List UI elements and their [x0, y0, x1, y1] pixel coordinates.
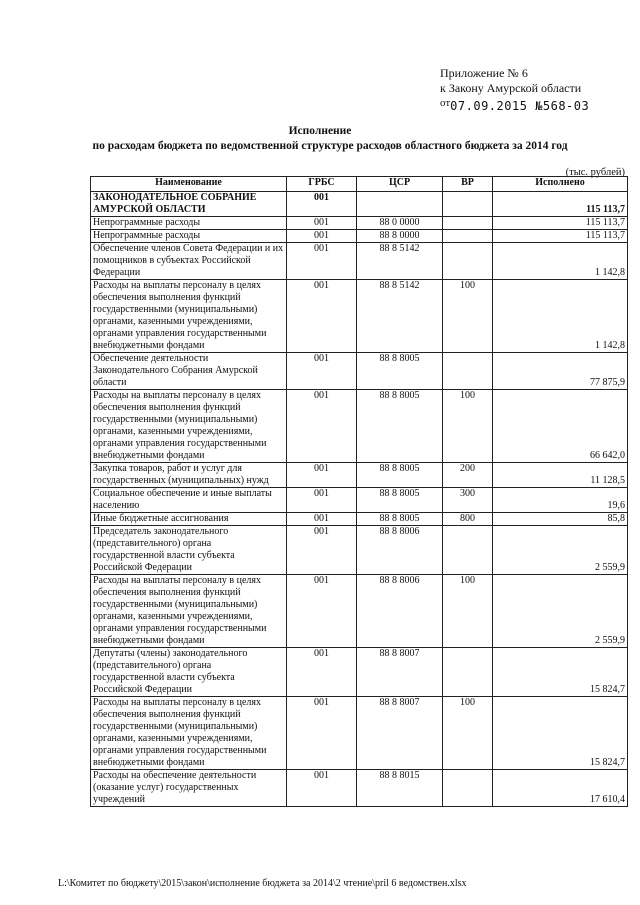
- cell-csr: 88 8 8005: [357, 463, 443, 488]
- cell-csr: 88 8 8006: [357, 526, 443, 575]
- table-header-row: [91, 177, 628, 192]
- cell-name: Председатель законодательного (представительного) органа государственной власти субъекта Российской Федерации: [91, 526, 287, 575]
- cell-name: Обеспечение членов Совета Федерации и их помощников в субъектах Российской Федерации: [91, 243, 287, 280]
- header-vr: ВР: [443, 177, 493, 192]
- cell-grbs: 001: [287, 488, 357, 513]
- cell-executed: 115 113,7: [493, 192, 628, 217]
- cell-grbs: 001: [287, 575, 357, 648]
- cell-name: Расходы на выплаты персоналу в целях обеспечения выполнения функций государственными (муниципальными) органами, казенными учреждениями, органами управления государственными внебюджетными фондами: [91, 697, 287, 770]
- cell-vr: [443, 770, 493, 807]
- cell-csr: 88 8 5142: [357, 280, 443, 353]
- document-subtitle: по расходам бюджета по ведомственной структуре расходов областного бюджета за 2014 год: [92, 140, 568, 152]
- cell-grbs: 001: [287, 697, 357, 770]
- cell-csr: 88 8 8007: [357, 697, 443, 770]
- cell-vr: [443, 526, 493, 575]
- cell-grbs: 001: [287, 280, 357, 353]
- cell-csr: 88 8 8005: [357, 390, 443, 463]
- cell-csr: [357, 192, 443, 217]
- cell-name: Непрограммные расходы: [91, 217, 287, 230]
- cell-name: Непрограммные расходы: [91, 230, 287, 243]
- table-row: [91, 353, 628, 390]
- table-row: [91, 217, 628, 230]
- table-row: [91, 390, 628, 463]
- file-path-footer: L:\Комитет по бюджету\2015\закон\исполнение бюджета за 2014\2 чтение\pril 6 ведомствен.xlsx: [58, 878, 467, 889]
- table-row: [91, 280, 628, 353]
- appendix-number: Приложение № 6: [440, 66, 528, 80]
- cell-executed: 19,6: [493, 488, 628, 513]
- cell-executed: 11 128,5: [493, 463, 628, 488]
- table-row: [91, 697, 628, 770]
- cell-executed: 15 824,7: [493, 648, 628, 697]
- cell-name: Расходы на выплаты персоналу в целях обеспечения выполнения функций государственными (муниципальными) органами, казенными учреждениями, органами управления государственными внебюджетными фондами: [91, 280, 287, 353]
- cell-name: Расходы на выплаты персоналу в целях обеспечения выполнения функций государственными (муниципальными) органами, казенными учреждениями, органами управления государственными внебюджетными фондами: [91, 575, 287, 648]
- cell-csr: 88 8 8005: [357, 353, 443, 390]
- cell-grbs: 001: [287, 192, 357, 217]
- cell-vr: 100: [443, 697, 493, 770]
- cell-vr: [443, 243, 493, 280]
- cell-csr: 88 8 8006: [357, 575, 443, 648]
- appendix-law: к Закону Амурской области: [440, 81, 582, 95]
- document-title: Исполнение: [288, 125, 352, 137]
- header-grbs: ГРБС: [287, 177, 357, 192]
- cell-executed: 85,8: [493, 513, 628, 526]
- table-row: [91, 243, 628, 280]
- cell-name: Иные бюджетные ассигнования: [91, 513, 287, 526]
- table-row: [91, 192, 628, 217]
- cell-vr: 300: [443, 488, 493, 513]
- cell-vr: 200: [443, 463, 493, 488]
- cell-vr: 100: [443, 575, 493, 648]
- table-row: [91, 513, 628, 526]
- cell-executed: 115 113,7: [493, 230, 628, 243]
- header-csr: ЦСР: [357, 177, 443, 192]
- table-row: [91, 770, 628, 807]
- cell-name: Социальное обеспечение и иные выплаты населению: [91, 488, 287, 513]
- cell-name: Обеспечение деятельности Законодательного Собрания Амурской области: [91, 353, 287, 390]
- cell-name: Расходы на обеспечение деятельности (оказание услуг) государственных учреждений: [91, 770, 287, 807]
- header-name: Наименование: [91, 177, 287, 192]
- table-row: [91, 575, 628, 648]
- cell-name: Закупка товаров, работ и услуг для государственных (муниципальных) нужд: [91, 463, 287, 488]
- units-label: (тыс. рублей): [565, 167, 625, 178]
- cell-name: Депутаты (члены) законодательного (представительного) органа государственной власти субъекта Российской Федерации: [91, 648, 287, 697]
- cell-executed: 1 142,8: [493, 243, 628, 280]
- cell-vr: [443, 192, 493, 217]
- cell-grbs: 001: [287, 243, 357, 280]
- header-executed: Исполнено: [493, 177, 628, 192]
- cell-executed: 115 113,7: [493, 217, 628, 230]
- cell-grbs: 001: [287, 770, 357, 807]
- cell-executed: 2 559,9: [493, 575, 628, 648]
- table-row: [91, 526, 628, 575]
- appendix-block: [440, 66, 589, 114]
- table-row: [91, 230, 628, 243]
- cell-csr: 88 8 0000: [357, 230, 443, 243]
- cell-executed: 77 875,9: [493, 353, 628, 390]
- cell-grbs: 001: [287, 230, 357, 243]
- table-row: [91, 648, 628, 697]
- cell-vr: [443, 648, 493, 697]
- table-row: [91, 463, 628, 488]
- cell-grbs: 001: [287, 217, 357, 230]
- cell-grbs: 001: [287, 648, 357, 697]
- cell-csr: 88 8 8015: [357, 770, 443, 807]
- cell-name: ЗАКОНОДАТЕЛЬНОЕ СОБРАНИЕ АМУРСКОЙ ОБЛАСТИ: [91, 192, 287, 217]
- cell-vr: 100: [443, 390, 493, 463]
- appendix-from: от: [440, 97, 451, 109]
- cell-vr: [443, 230, 493, 243]
- cell-executed: 17 610,4: [493, 770, 628, 807]
- cell-csr: 88 8 8005: [357, 513, 443, 526]
- cell-grbs: 001: [287, 513, 357, 526]
- cell-vr: [443, 353, 493, 390]
- cell-csr: 88 8 8005: [357, 488, 443, 513]
- cell-grbs: 001: [287, 463, 357, 488]
- cell-executed: 66 642,0: [493, 390, 628, 463]
- appendix-date-stamp: 07.09.2015 №568-03: [450, 99, 590, 113]
- cell-executed: 2 559,9: [493, 526, 628, 575]
- table-row: [91, 488, 628, 513]
- cell-vr: [443, 217, 493, 230]
- cell-grbs: 001: [287, 353, 357, 390]
- cell-executed: 15 824,7: [493, 697, 628, 770]
- cell-csr: 88 0 0000: [357, 217, 443, 230]
- cell-csr: 88 8 8007: [357, 648, 443, 697]
- cell-name: Расходы на выплаты персоналу в целях обеспечения выполнения функций государственными (муниципальными) органами, казенными учреждениями, органами управления государственными внебюджетными фондами: [91, 390, 287, 463]
- cell-executed: 1 142,8: [493, 280, 628, 353]
- table-body: [91, 192, 628, 807]
- cell-grbs: 001: [287, 526, 357, 575]
- cell-vr: 100: [443, 280, 493, 353]
- cell-csr: 88 8 5142: [357, 243, 443, 280]
- cell-vr: 800: [443, 513, 493, 526]
- cell-grbs: 001: [287, 390, 357, 463]
- budget-table: [90, 176, 628, 807]
